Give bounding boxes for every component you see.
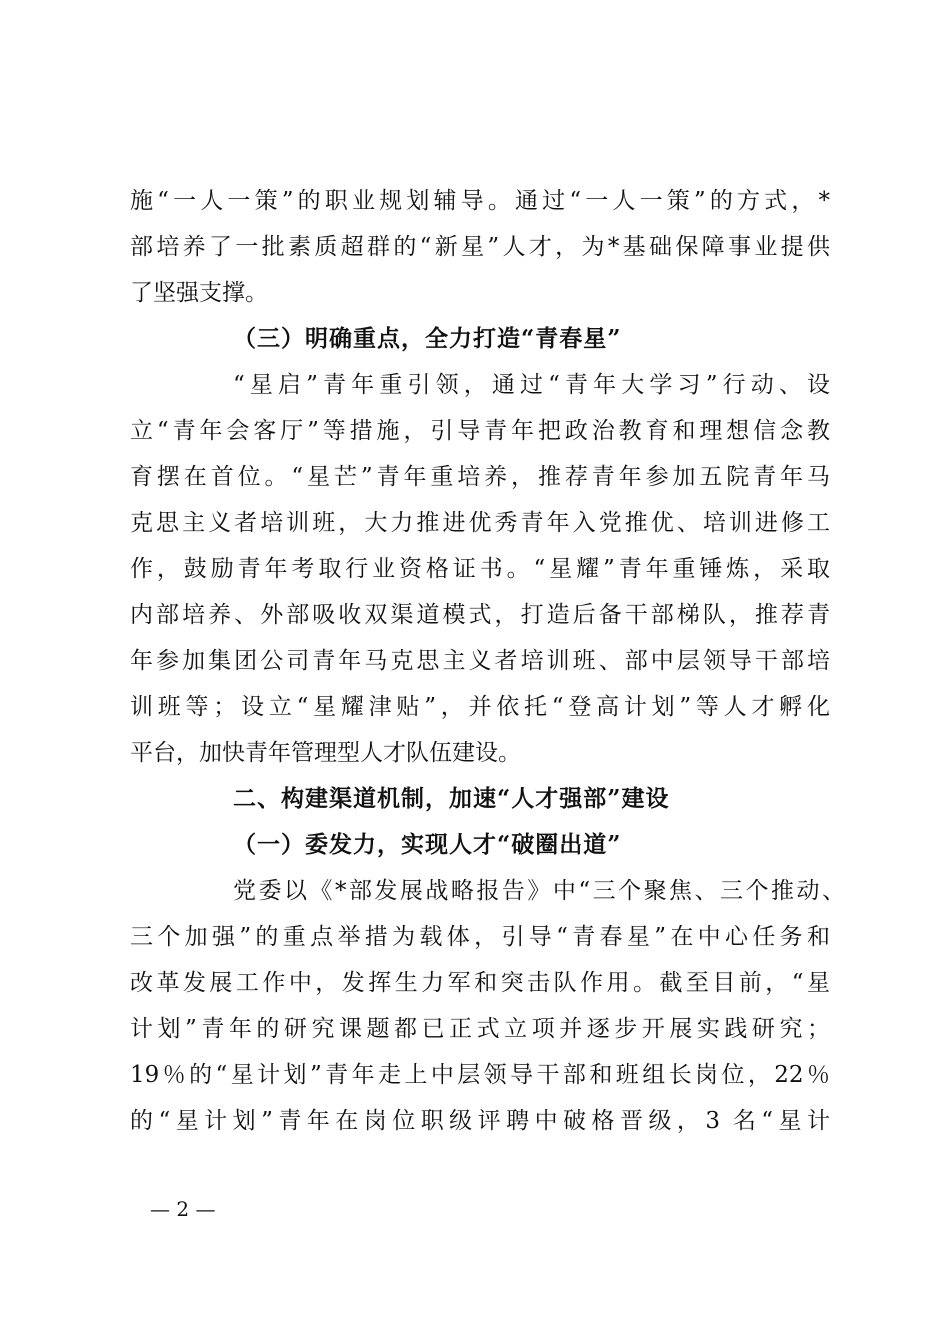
paragraph-line: 年参加集团公司青年马克思主义者培训班、部中层领导干部培 (130, 648, 830, 674)
section-heading-2: 二、构建渠道机制，加速“人才强部”建设 (233, 785, 670, 812)
paragraph-line: 作，鼓励青年考取行业资格证书。“星耀”青年重锤炼，采取 (130, 556, 830, 582)
paragraph-line: 训班等；设立“星耀津贴”，并依托“登高计划”等人才孵化 (130, 694, 830, 720)
section-heading-2-1: （一）委发力，实现人才“破圈出道” (233, 831, 622, 858)
paragraph-line: 19％的“星计划”青年走上中层领导干部和班组长岗位，22％ (130, 1062, 830, 1088)
paragraph-line: 计划”青年的研究课题都已正式立项并逐步开展实践研究； (130, 1016, 830, 1042)
paragraph-line: 内部培养、外部吸收双渠道模式，打造后备干部梯队，推荐青 (130, 602, 830, 628)
paragraph-line: 育摆在首位。“星芒”青年重培养，推荐青年参加五院青年马 (130, 464, 830, 490)
paragraph-line: 立“青年会客厅”等措施，引导青年把政治教育和理想信念教 (130, 418, 830, 444)
paragraph-line: 平台，加快青年管理型人才队伍建设。 (130, 740, 521, 766)
paragraph-line: 党委以《*部发展战略报告》中“三个聚焦、三个推动、 (233, 878, 845, 904)
paragraph-line: 部培养了一批素质超群的“新星”人才，为*基础保障事业提供 (130, 234, 830, 260)
paragraph-line: 改革发展工作中，发挥生力军和突击队作用。截至目前，“星 (130, 970, 830, 996)
paragraph-line: “星启”青年重引领，通过“青年大学习”行动、设 (233, 372, 830, 398)
page-number: — 2 — (150, 1197, 216, 1221)
paragraph-line: 了坚强支撑。 (130, 280, 268, 306)
paragraph-line: 三个加强”的重点举措为载体，引导“青春星”在中心任务和 (130, 924, 830, 950)
paragraph-line: 施“一人一策”的职业规划辅导。通过“一人一策”的方式，* (130, 188, 830, 214)
paragraph-line: 克思主义者培训班，大力推进优秀青年入党推优、培训进修工 (130, 510, 830, 536)
section-heading-1-3: （三）明确重点，全力打造“青春星” (233, 325, 622, 352)
paragraph-line: 的“星计划”青年在岗位职级评聘中破格晋级，3 名“星计 (130, 1108, 830, 1134)
